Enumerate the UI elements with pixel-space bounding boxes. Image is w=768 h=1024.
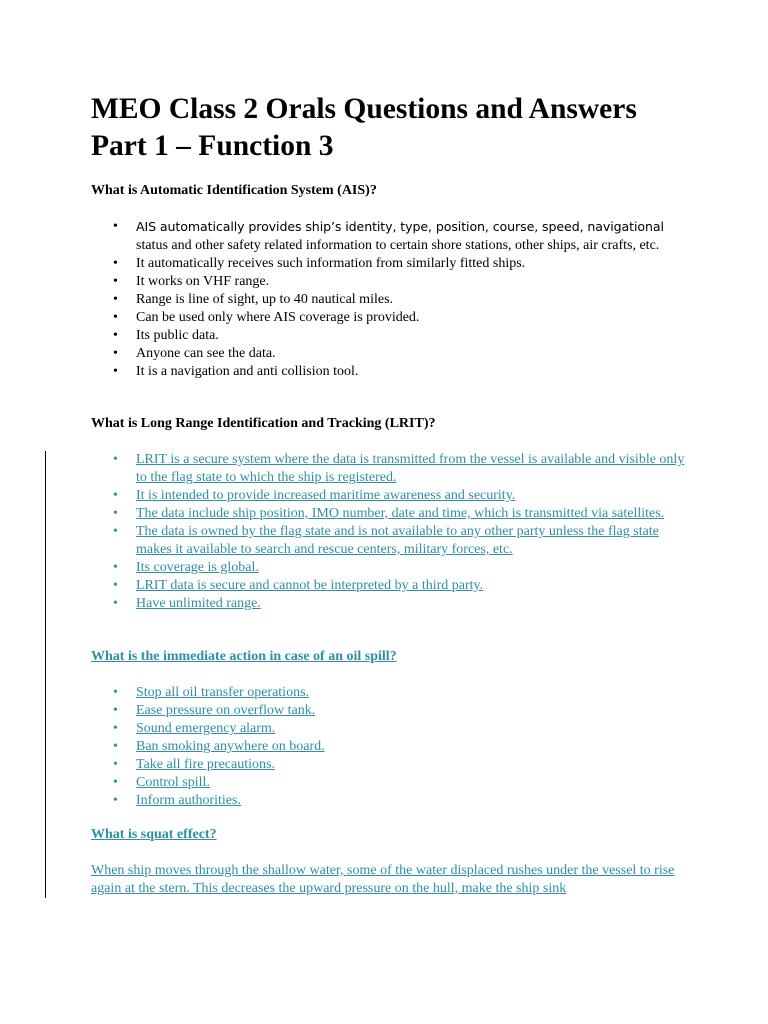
list-item: • Range is line of sight, up to 40 nautical miles. [113, 292, 394, 307]
list-item: • Can be used only where AIS coverage is provided. [113, 310, 420, 325]
list-item: • It is a navigation and anti collision tool. [113, 364, 359, 379]
oil-spill-question[interactable]: What is the immediate action in case of an oil spill? [91, 649, 397, 664]
oil-spill-list [91, 684, 691, 810]
ais-question: What is Automatic Identification System (AIS)? [91, 183, 377, 198]
list-item[interactable]: • The data include ship position, IMO number, date and time, which is transmitted via satellites. [113, 506, 665, 521]
list-item[interactable]: • Inform authorities. [113, 793, 241, 808]
list-item[interactable]: • Sound emergency alarm. [113, 721, 276, 736]
list-item[interactable]: • Control spill. [113, 775, 210, 790]
list-item[interactable]: • Stop all oil transfer operations. [113, 685, 310, 700]
list-item[interactable]: • Take all fire precautions. [113, 757, 275, 772]
lrit-list [91, 451, 691, 613]
list-item[interactable]: • Ease pressure on overflow tank. [113, 703, 316, 718]
list-item: • AIS automatically provides ship’s identity, type, position, course, speed, navigational status and other safety related information to certain shore stations, other ships, air crafts, etc. [113, 219, 664, 253]
bullet: • [113, 219, 118, 234]
list-item[interactable]: • It is intended to provide increased maritime awareness and security. [113, 488, 516, 503]
list-item: • Its public data. [113, 328, 219, 343]
list-item[interactable]: • Have unlimited range. [113, 596, 261, 611]
squat-question[interactable]: What is squat effect? [91, 827, 217, 842]
list-item[interactable]: • The data is owned by the flag state and is not available to any other party unless the flag state makes it available to search and rescue centers, military forces, etc. [113, 524, 659, 557]
list-item: • It automatically receives such information from similarly fitted ships. [113, 256, 526, 271]
title-line-1: MEO Class 2 Orals Questions and Answers [91, 93, 637, 125]
list-item[interactable]: • LRIT data is secure and cannot be interpreted by a third party. [113, 578, 484, 593]
list-item: • It works on VHF range. [113, 274, 270, 289]
squat-paragraph[interactable]: When ship moves through the shallow water, some of the water displaced rushes under the vessel to rise again at the stern. This decreases the upward pressure on the hull, make the ship sink [91, 863, 675, 896]
list-item[interactable]: • Its coverage is global. [113, 560, 259, 575]
change-bar [45, 451, 46, 898]
list-item: • Anyone can see the data. [113, 346, 276, 361]
lrit-question: What is Long Range Identification and Tracking (LRIT)? [91, 416, 436, 431]
title-line-2: Part 1 – Function 3 [91, 130, 334, 162]
list-item[interactable]: • LRIT is a secure system where the data is transmitted from the vessel is available and visible only to the flag state to which the ship is registered. [113, 452, 685, 485]
list-item[interactable]: • Ban smoking anywhere on board. [113, 739, 325, 754]
page-title [91, 91, 691, 165]
ais-list [91, 218, 691, 381]
